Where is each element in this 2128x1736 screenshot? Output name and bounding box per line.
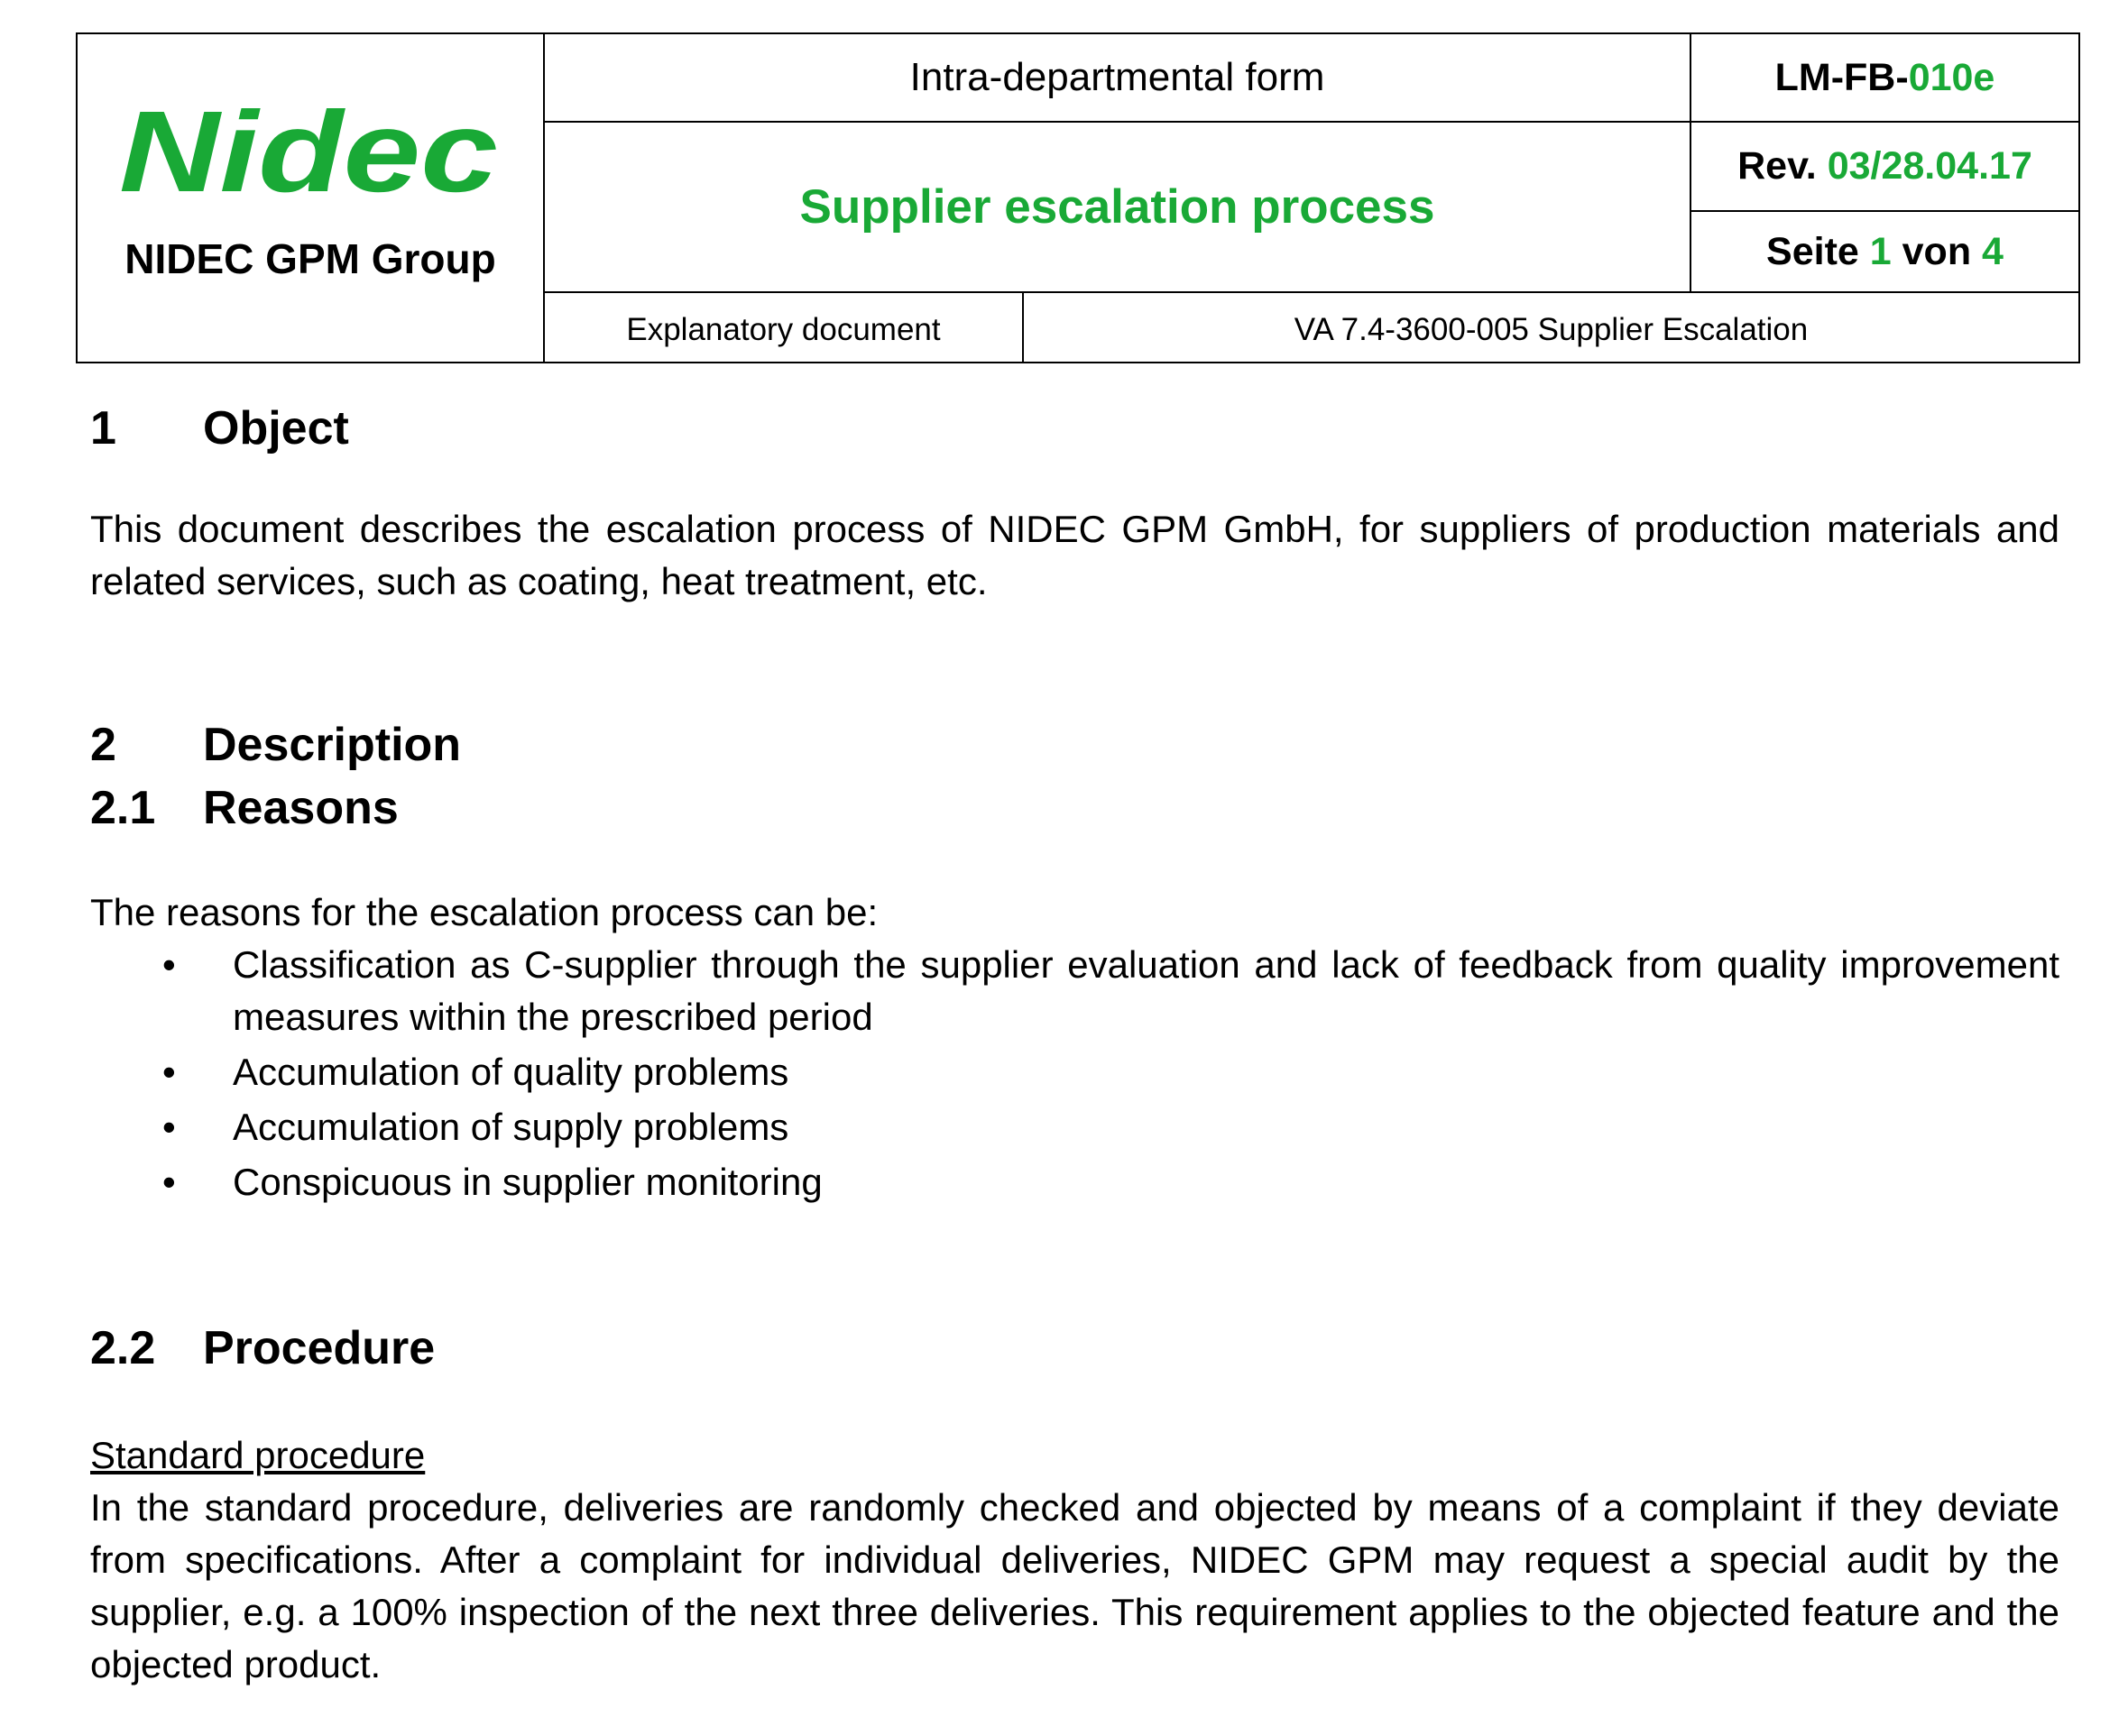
- document-title: Supplier escalation process: [544, 122, 1690, 292]
- document-body: [90, 397, 2059, 1691]
- standard-procedure-subheading: Standard procedure: [90, 1434, 426, 1476]
- logo-group-name: NIDEC GPM Group: [124, 235, 496, 282]
- bullet-icon: •: [162, 1051, 176, 1093]
- section-2-title: Description: [203, 719, 462, 771]
- page-current: 1: [1869, 229, 1892, 273]
- section-2-2-number: 2.2: [90, 1322, 156, 1374]
- logo-cell: [77, 33, 544, 363]
- form-number-value: 010e: [1908, 55, 1995, 99]
- list-item: • Conspicuous in supplier monitoring: [90, 1156, 2059, 1208]
- section-2-number: 2: [90, 719, 116, 771]
- bullet-icon: •: [162, 1161, 176, 1203]
- logo-wordmark: Nidec: [119, 108, 498, 207]
- bullet-icon: •: [162, 943, 176, 986]
- section-2-2-heading: [90, 1317, 2059, 1380]
- form-type: Intra-departmental form: [544, 33, 1690, 122]
- list-item: • Accumulation of quality problems: [90, 1046, 2059, 1098]
- standard-procedure-text: In the standard procedure, deliveries are randomly checked and objected by means of a complaint if they deviate from specifications. After a complaint for individual deliveries, NIDEC GPM may request a special audit by the supplier, e.g. a 100% inspection of the next three deliveries. This requirement applies to the objected feature and the objected product.: [90, 1486, 2059, 1685]
- reasons-list: [90, 939, 2059, 1208]
- form-number: LM-FB-010e: [1690, 33, 2079, 122]
- section-2-1-heading: [90, 776, 2059, 840]
- revision: Rev. 03/28.04.17: [1690, 122, 2079, 211]
- section-2-1-number: 2.1: [90, 782, 156, 834]
- doc-type: Explanatory document: [544, 292, 1023, 363]
- nidec-logo-icon: [119, 108, 503, 207]
- page-total: 4: [1982, 229, 2004, 273]
- section-1-number: 1: [90, 402, 116, 455]
- revision-value: 03/28.04.17: [1827, 144, 2032, 188]
- list-item: • Classification as C-supplier through the supplier evaluation and lack of feedback from quality improvement measures within the prescribed period: [90, 939, 2059, 1043]
- section-1-text: This document describes the escalation process of NIDEC GPM GmbH, for suppliers of production materials and related services, such as coating, heat treatment, etc.: [90, 508, 2059, 602]
- bullet-icon: •: [162, 1106, 176, 1148]
- section-2-1-title: Reasons: [203, 782, 399, 834]
- section-1-title: Object: [203, 402, 349, 455]
- reference-doc: VA 7.4-3600-005 Supplier Escalation: [1023, 292, 2079, 363]
- section-2-2-title: Procedure: [203, 1322, 436, 1374]
- section-2-heading: [90, 713, 2059, 776]
- document-header: [76, 32, 2080, 363]
- section-1-heading: [90, 397, 2059, 460]
- list-item: • Accumulation of supply problems: [90, 1101, 2059, 1153]
- reasons-intro: The reasons for the escalation process can be:: [90, 891, 879, 933]
- page-number: Seite 1 von 4: [1690, 211, 2079, 292]
